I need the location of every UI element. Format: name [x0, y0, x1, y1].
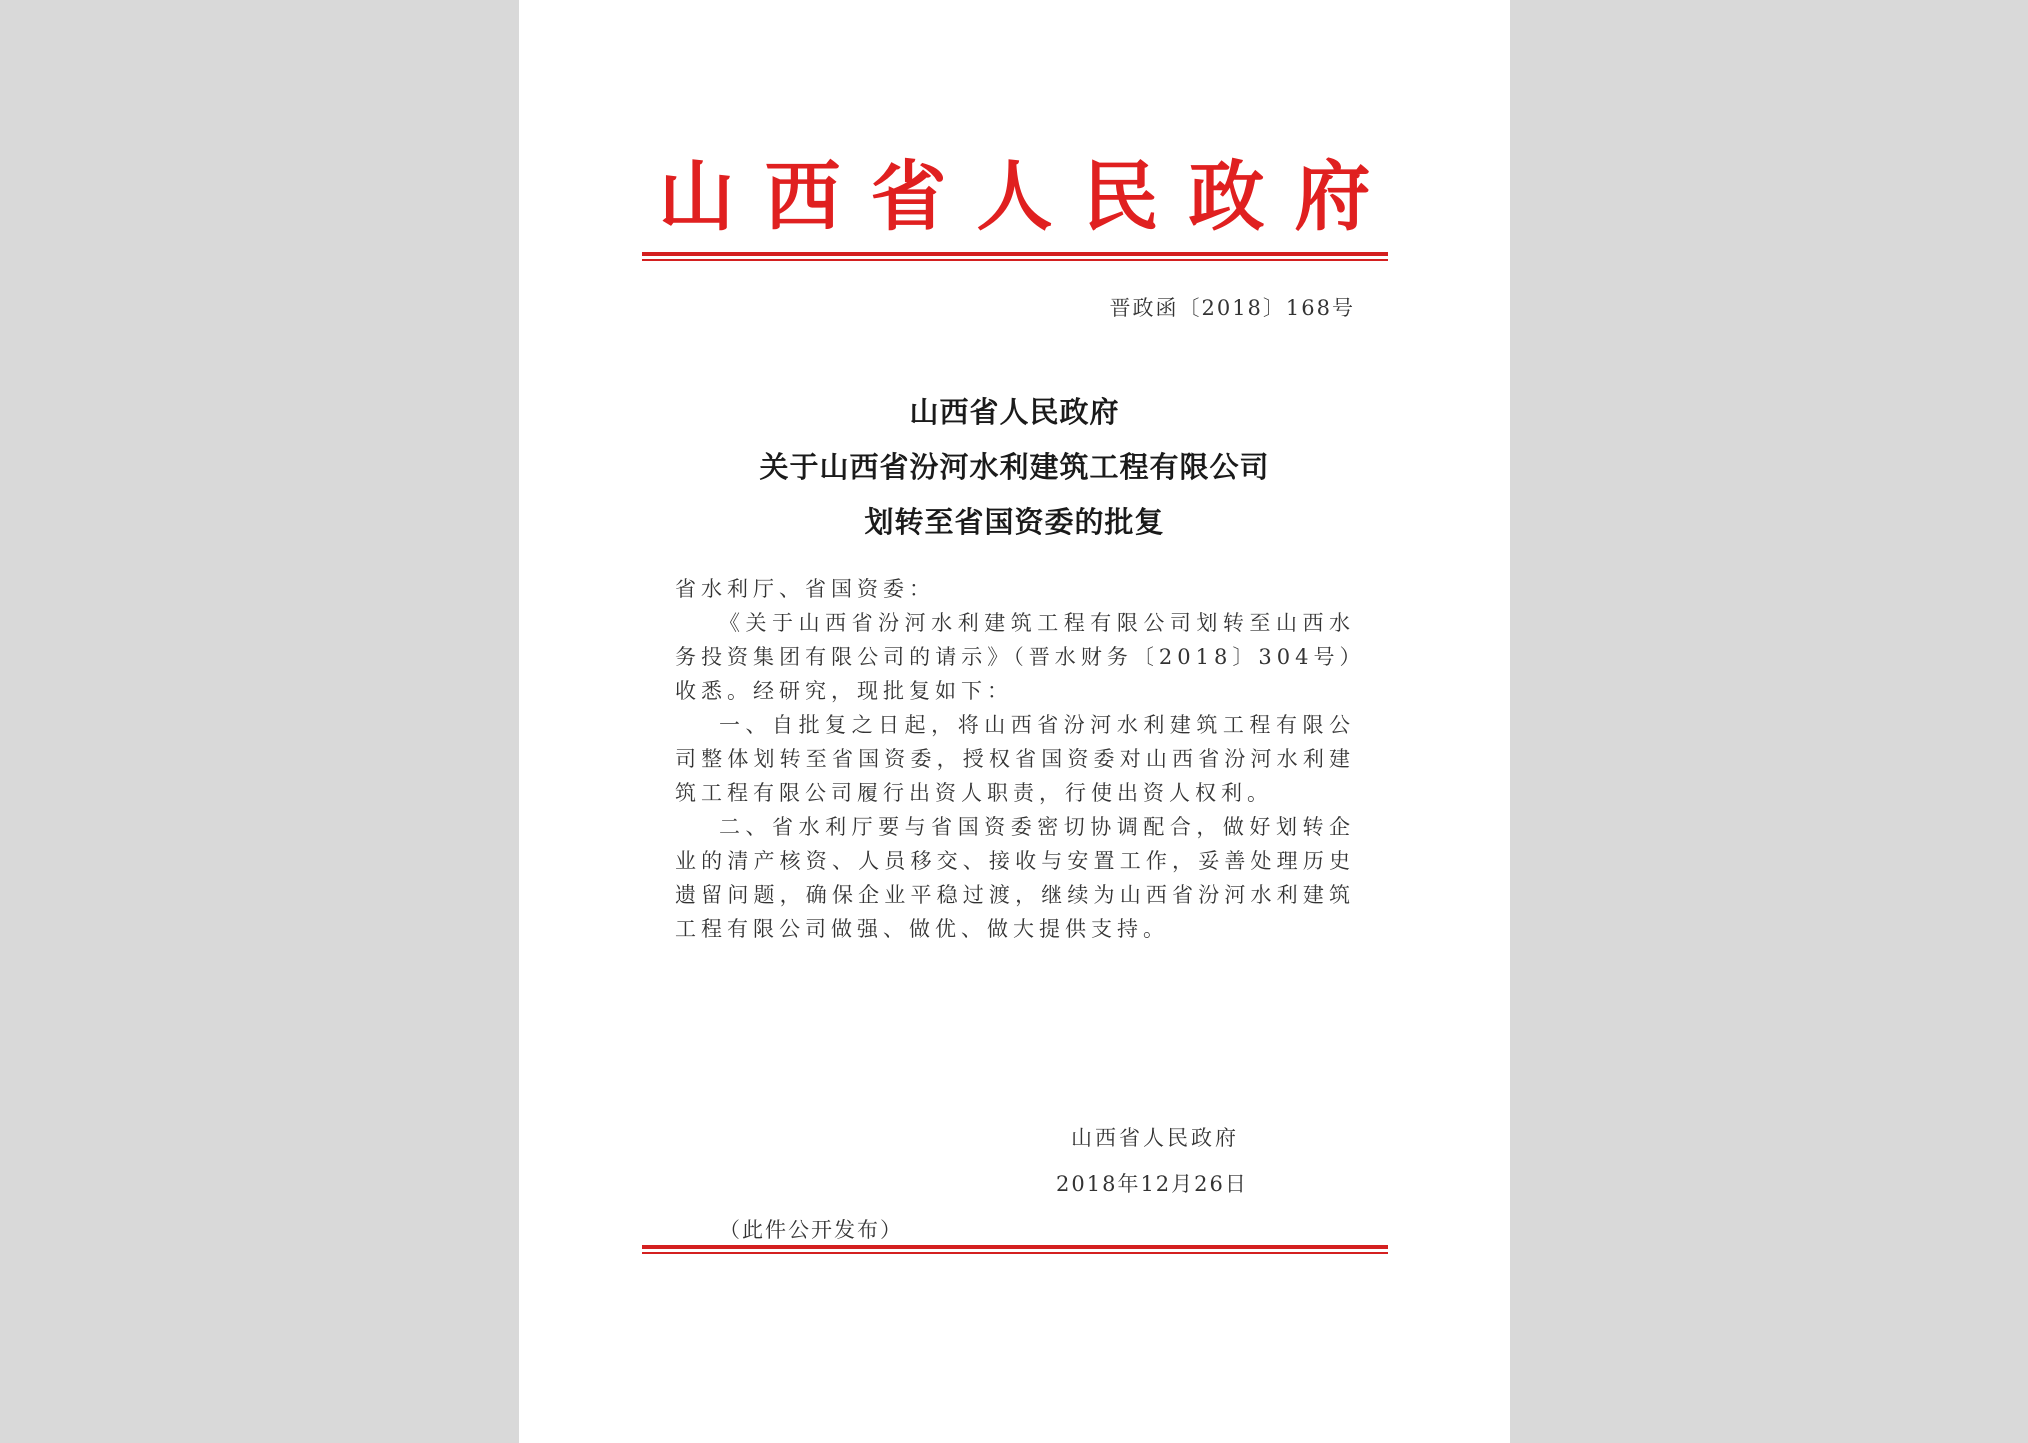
body-paragraph-3: 二、省水利厅要与省国资委密切协调配合，做好划转企业的清产核资、人员移交、接收与安置工作，妥善处理历史遗留问题，确保企业平稳过渡，继续为山西省汾河水利建筑工程有限公司做强、做优、做大提供支持。	[675, 815, 1355, 941]
document-title-line-3: 划转至省国资委的批复	[864, 505, 1165, 539]
publish-note: （此件公开发布）	[719, 1218, 903, 1242]
bottom-red-rule-thin	[642, 1252, 1388, 1254]
masthead-title: 山西省人民政府	[658, 152, 1401, 241]
document-page	[519, 0, 1510, 1443]
body-paragraph-1: 《关于山西省汾河水利建筑工程有限公司划转至山西水务投资集团有限公司的请示》（晋水财务〔2018〕304号）收悉。经研究，现批复如下：	[675, 611, 1355, 703]
salutation: 省水利厅、省国资委：	[675, 577, 935, 601]
document-number: 晋政函〔2018〕168号	[1109, 296, 1355, 320]
bottom-red-rule-thick	[642, 1245, 1388, 1249]
top-red-rule-thin	[642, 259, 1388, 261]
document-body	[675, 572, 1355, 946]
document-title-line-1: 山西省人民政府	[909, 395, 1120, 429]
signature-organization: 山西省人民政府	[1071, 1126, 1239, 1150]
signature-date: 2018年12月26日	[1056, 1172, 1248, 1196]
body-paragraph-2: 一、自批复之日起，将山西省汾河水利建筑工程有限公司整体划转至省国资委，授权省国资委对山西省汾河水利建筑工程有限公司履行出资人职责，行使出资人权利。	[675, 713, 1355, 805]
top-red-rule-thick	[642, 252, 1388, 256]
document-title-line-2: 关于山西省汾河水利建筑工程有限公司	[759, 450, 1270, 484]
